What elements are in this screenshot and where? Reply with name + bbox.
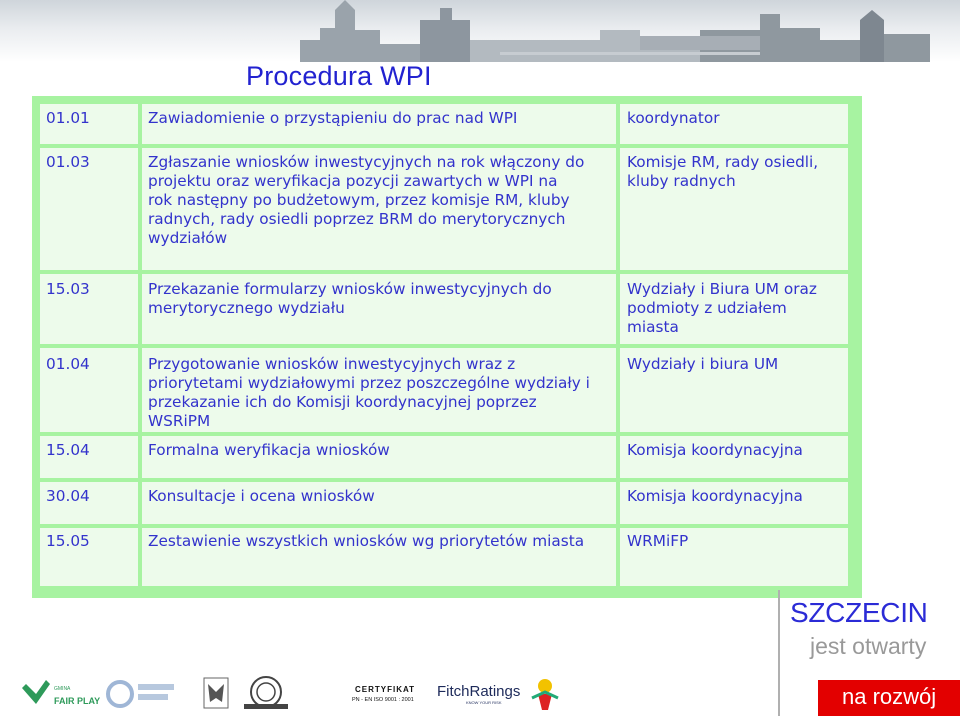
certificate-title: CERTYFIKAT xyxy=(355,685,416,694)
row-3-task-line-1: Przekazanie formularzy wniosków inwestycyjnych do xyxy=(148,280,552,298)
row-1-owner: koordynator xyxy=(627,109,720,127)
row-2-task-line-4: radnych, rady osiedli poprzez BRM do merytorycznych xyxy=(148,210,566,228)
row-4-task-line-1: Przygotowanie wniosków inwestycyjnych wraz z xyxy=(148,355,516,373)
row-6-date: 30.04 xyxy=(46,487,90,505)
header-photo-banner xyxy=(0,0,960,62)
row-1-task: Zawiadomienie o przystąpieniu do prac nad WPI xyxy=(148,109,518,127)
city-name: SZCZECIN xyxy=(790,597,928,628)
row-6-task: Konsultacje i ocena wniosków xyxy=(148,487,375,505)
row-3-date: 15.03 xyxy=(46,280,90,298)
row-4-date: 01.04 xyxy=(46,355,90,373)
row-3-owner-line-1: Wydziały i Biura UM oraz xyxy=(627,280,817,298)
row-7-owner: WRMiFP xyxy=(627,532,689,550)
city-skyline-image xyxy=(0,0,960,62)
slogan-badge-text: na rozwój xyxy=(842,684,937,709)
fitch-text: FitchRatings xyxy=(437,683,521,700)
row-1-date: 01.01 xyxy=(46,109,90,127)
page-title: Procedura WPI xyxy=(246,61,432,91)
row-5-owner: Komisja koordynacyjna xyxy=(627,441,803,459)
row-4-task-line-2: priorytetami wydziałowymi przez poszczególne wydziały i xyxy=(148,374,590,392)
city-tagline: jest otwarty xyxy=(810,633,927,659)
row-5-task: Formalna weryfikacja wniosków xyxy=(148,441,390,459)
row-2-owner-line-1: Komisje RM, rady osiedli, xyxy=(627,153,819,171)
eagle-emblem-icon xyxy=(204,678,228,708)
poland-brand-logo-icon xyxy=(108,682,174,706)
row-6-owner: Komisja koordynacyjna xyxy=(627,487,803,505)
fair-play-logo-icon xyxy=(22,680,100,706)
fairplay-top-text: GMINA xyxy=(54,686,71,692)
row-2-date: 01.03 xyxy=(46,153,90,171)
row-4-task-line-4: WSRiPM xyxy=(148,412,211,430)
fitch-subtext: KNOW YOUR RISK xyxy=(466,700,502,705)
partner-logos-strip xyxy=(0,670,580,716)
row-3-owner-line-2: podmioty z udziałem xyxy=(627,299,787,317)
fitch-ratings-logo xyxy=(437,683,520,705)
fairplay-text: FAIR PLAY xyxy=(54,696,101,706)
row-2-task-line-5: wydziałów xyxy=(148,229,228,247)
row-3-task-line-2: merytorycznego wydziału xyxy=(148,299,345,317)
row-4-task-line-3: przekazanie ich do Komisji koordynacyjnej poprzez xyxy=(148,393,537,411)
row-4-owner: Wydziały i biura UM xyxy=(627,355,779,373)
mascot-logo-icon xyxy=(532,679,558,710)
row-3-owner-line-3: miasta xyxy=(627,318,679,336)
row-5-date: 15.04 xyxy=(46,441,90,459)
row-2-owner-line-2: kluby radnych xyxy=(627,172,736,190)
row-2-task-line-1: Zgłaszanie wniosków inwestycyjnych na rok włączony do xyxy=(148,153,585,171)
row-2-task-line-2: projektu oraz weryfikacja pozycji zawartych w WPI na xyxy=(148,172,558,190)
certified-seal-icon xyxy=(244,677,288,709)
footer-divider xyxy=(778,590,780,716)
row-7-task: Zestawienie wszystkich wniosków wg priorytetów miasta xyxy=(148,532,585,550)
row-2-task-line-3: rok następny po budżetowym, przez komisje RM, kluby xyxy=(148,191,570,209)
iso-certificate-logo xyxy=(352,685,415,703)
row-7-date: 15.05 xyxy=(46,532,90,550)
certificate-subtitle: PN - EN ISO 9001 : 2001 xyxy=(352,697,414,703)
